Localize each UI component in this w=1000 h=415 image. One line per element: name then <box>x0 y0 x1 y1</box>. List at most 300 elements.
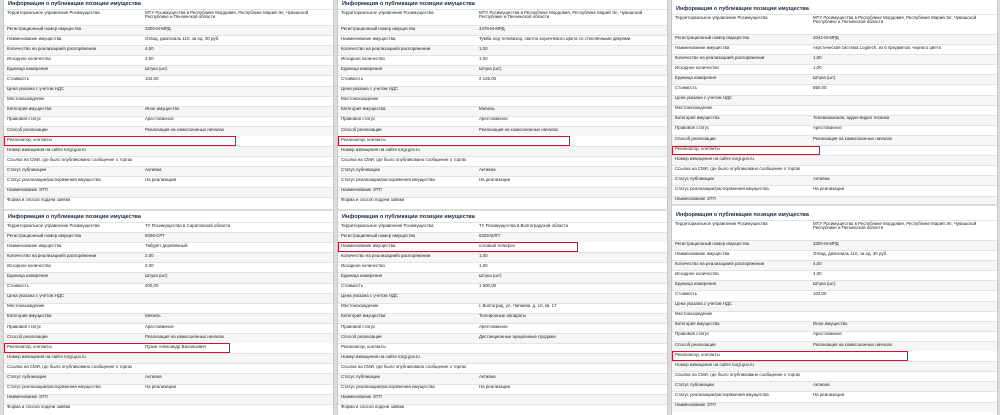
table-row <box>4 394 333 404</box>
table-row <box>672 125 997 135</box>
table-row <box>338 343 667 353</box>
field-label: Исходное количество <box>675 271 719 276</box>
field-label: Категория имущества <box>341 106 386 112</box>
table-row <box>672 34 997 44</box>
table-row <box>672 95 997 105</box>
field-label: Стоимость <box>7 283 29 289</box>
table-row <box>672 301 997 311</box>
field-value <box>479 344 667 353</box>
field-value <box>80 137 236 146</box>
field-label: Наименование ЭТП <box>675 402 716 408</box>
table-row <box>672 321 997 331</box>
field-value: Штука (шт) <box>145 273 168 279</box>
table-row <box>672 240 997 250</box>
table-row <box>338 373 667 383</box>
field-label: Цена указана с учетом НДС <box>341 86 399 92</box>
field-label: Наименование ЭТП <box>341 394 382 400</box>
field-label: Количество на реализации/в распоряжении <box>341 253 431 258</box>
table-row <box>672 14 997 34</box>
field-label: Регистрационный номер имущества <box>675 35 750 40</box>
publication-panel-3 <box>671 0 998 204</box>
field-label: Номер извещения на сайте torgi.gov.ru <box>341 147 420 152</box>
field-label: Количество на реализации/в распоряжении <box>675 261 765 266</box>
field-value <box>479 294 667 303</box>
field-label: Цена указана с учетом НДС <box>7 86 65 92</box>
field-label: Цена указана с учетом НДС <box>675 95 733 101</box>
field-label: Номер извещения на сайте torgi.gov.ru <box>341 354 420 359</box>
field-label: Реализатор, контакты <box>7 137 52 142</box>
field-label: Реализатор, контакты <box>675 352 720 357</box>
field-value <box>479 157 667 166</box>
table-row <box>4 106 333 116</box>
table-row <box>338 65 667 75</box>
table-row <box>338 283 667 293</box>
table-row <box>4 55 333 65</box>
table-row <box>338 55 667 65</box>
table-row <box>672 196 997 205</box>
field-value: 1,00 <box>479 46 488 51</box>
realizer-contacts-row <box>4 343 230 353</box>
table-row <box>338 106 667 116</box>
table-row <box>672 74 997 84</box>
field-value <box>145 364 333 373</box>
table-row <box>338 252 667 262</box>
field-value: 1,00 <box>479 253 488 258</box>
field-label: Способ реализации <box>341 126 382 132</box>
field-label: Территориальное управление Росимущества <box>7 10 100 15</box>
table-row <box>4 363 333 373</box>
field-value <box>479 354 667 363</box>
field-value <box>479 364 667 373</box>
field-value: Реализация на комиссионных началах <box>145 334 225 339</box>
table-row <box>4 303 333 313</box>
table-row <box>4 75 333 85</box>
field-value <box>479 97 667 106</box>
table-row <box>4 293 333 303</box>
field-value: Штука (шт) <box>813 281 836 286</box>
field-label: Ссылка на СМИ, где было опубликовано сообщение о торгах <box>675 372 801 377</box>
table-row <box>672 54 997 64</box>
field-value: 9008-СРТ <box>145 233 165 238</box>
table-row <box>4 232 333 242</box>
field-value: Иное имущество <box>145 106 180 112</box>
field-label: Цена указана с учетом НДС <box>7 293 65 299</box>
field-value <box>479 147 667 156</box>
publication-panel-6 <box>671 206 998 415</box>
table-row <box>338 384 667 394</box>
field-value: Штука (шт) <box>479 66 502 71</box>
panel-title: Информация о публикации позиции имущества <box>8 214 141 220</box>
table-row <box>338 187 667 197</box>
field-label: Категория имущества <box>675 115 720 121</box>
field-value: На реализации <box>479 177 511 182</box>
table-row <box>4 116 333 126</box>
field-value <box>145 405 333 414</box>
field-value: 4,00 <box>145 46 154 51</box>
table-row <box>4 166 333 176</box>
field-label: Реализатор, контакты <box>7 344 52 349</box>
table-row <box>338 9 667 25</box>
field-value <box>479 405 667 414</box>
field-value <box>813 372 997 381</box>
publication-panel-1 <box>3 0 334 209</box>
field-label: Статус реализации/распоряжения имущества <box>7 177 101 182</box>
table-row <box>4 156 333 166</box>
publication-panel-2 <box>337 0 668 209</box>
field-label: Ссылка на СМИ, где было опубликовано сообщение о торгах <box>341 364 467 369</box>
field-value <box>813 96 997 105</box>
field-value: Иное имущество <box>813 321 848 327</box>
field-value: 2,00 <box>145 263 154 268</box>
field-label: Стоимость <box>341 283 363 289</box>
field-value: Активна <box>813 176 830 181</box>
field-value: МТУ Росимущества в Республике Мордовия, Республике Марий Эл, Чувашской Республике и Пензенской области <box>145 10 309 20</box>
field-label: Местонахождение <box>7 96 45 102</box>
table-row <box>4 333 333 343</box>
table-row <box>338 262 667 272</box>
field-value <box>813 312 997 321</box>
table-row <box>672 64 997 74</box>
table-row <box>338 75 667 85</box>
field-value: 400,00 <box>145 283 159 289</box>
field-label: Статус публикации <box>7 374 46 379</box>
table-row <box>338 25 667 35</box>
field-value: Арестованное <box>479 323 508 329</box>
field-value: Реализация на комиссионных началах <box>479 126 559 132</box>
table-row <box>4 86 333 96</box>
field-label: Форма и способ подачи заявки <box>341 404 405 410</box>
field-value: Отвод, диагональ 110, за ед. 30 руб. <box>145 36 220 41</box>
field-value: Реализация на комиссионных началах <box>813 341 893 347</box>
field-label: Регистрационный номер имущества <box>341 26 416 31</box>
table-row <box>4 283 333 293</box>
field-label: Местонахождение <box>341 96 379 102</box>
table-row <box>338 323 667 333</box>
field-label: Местонахождение <box>675 311 713 317</box>
field-value: МТУ Росимущества в Республике Мордовия, Республике Марий Эл, Чувашской Республике и Пензенской области <box>813 221 977 231</box>
panel-title: Информация о публикации позиции имущества <box>8 1 141 7</box>
field-label: Регистрационный номер имущества <box>675 241 750 246</box>
field-label: Способ реализации <box>341 334 382 339</box>
realizer-contacts-row <box>672 351 908 361</box>
panel-title: Информация о публикации позиции имущества <box>342 214 475 220</box>
panel-title: Информация о публикации позиции имущества <box>676 212 809 218</box>
field-value <box>748 352 908 361</box>
table-row <box>338 333 667 343</box>
field-label: Реализатор, контакты <box>672 146 820 155</box>
table-row <box>672 105 997 115</box>
field-label: Способ реализации <box>675 135 716 141</box>
field-value: Арестованное <box>145 323 174 329</box>
field-value: МТУ Росимущества в Республике Мордовия, Республике Марий Эл, Чувашской Республике и Пензенской области <box>813 15 977 25</box>
table-row <box>4 252 333 262</box>
table-row <box>338 272 667 282</box>
field-value <box>145 354 333 363</box>
field-label: Количество на реализации/в распоряжении <box>7 46 97 51</box>
table-row <box>4 176 333 186</box>
field-value: Активна <box>813 382 830 387</box>
realizer-contacts-row <box>4 136 236 146</box>
field-value: На реализации <box>479 384 511 390</box>
field-label: Статус реализации/распоряжения имущества <box>341 384 435 390</box>
field-label: Ссылка на СМИ, где было опубликовано сообщение о торгах <box>341 157 467 162</box>
table-row <box>4 272 333 282</box>
field-label: Территориальное управление Росимущества <box>675 15 768 20</box>
table-row <box>338 35 667 45</box>
table-row <box>4 262 333 272</box>
field-label: Единица измерения <box>341 273 383 279</box>
field-label: Стоимость <box>7 76 29 82</box>
publication-panel-4 <box>3 211 334 415</box>
field-label: Наименование имущества <box>675 251 730 256</box>
field-value <box>479 395 667 404</box>
field-value <box>813 156 997 165</box>
field-value <box>145 304 333 313</box>
table-row <box>672 250 997 260</box>
field-value <box>145 198 333 207</box>
table-row <box>338 404 667 414</box>
field-value <box>813 197 997 205</box>
table-row <box>338 394 667 404</box>
table-row <box>338 116 667 126</box>
field-label: Регистрационный номер имущества <box>7 233 82 238</box>
table-row <box>338 156 667 166</box>
field-label: Правовой статус <box>675 125 710 131</box>
table-row <box>4 373 333 383</box>
field-label: Цена указана с учетом НДС <box>675 301 733 307</box>
table-row <box>4 323 333 333</box>
table-row <box>4 25 333 35</box>
table-row <box>672 391 997 401</box>
field-value: Дистанционные аукционные продажи <box>479 334 556 339</box>
field-label: Категория имущества <box>7 106 52 112</box>
table-row <box>4 384 333 394</box>
field-value: 1 500,00 <box>479 283 497 289</box>
field-label: Наименование ЭТП <box>7 187 48 193</box>
field-value: Арестованное <box>813 331 842 337</box>
field-value: Штука (шт) <box>813 75 836 80</box>
table-row <box>672 135 997 145</box>
field-label: Единица измерения <box>341 66 383 71</box>
field-value <box>813 302 997 311</box>
field-value: 1,00 <box>813 65 822 70</box>
field-label: Наименование имущества <box>341 36 396 41</box>
field-label: Наименование имущества <box>675 45 730 50</box>
field-label: Правовой статус <box>341 116 376 122</box>
field-label: Количество на реализации/в распоряжении <box>7 253 97 258</box>
field-label: Категория имущества <box>341 313 386 319</box>
table-row <box>4 222 333 232</box>
field-value: 6328-ВЛГГ <box>479 233 501 238</box>
field-value: г. Волгоград, ул. Чапаева, д. 10, кв. 17 <box>479 303 557 309</box>
field-label: Стоимость <box>675 85 697 91</box>
field-value: На реализации <box>145 177 177 182</box>
field-value: 1,00 <box>479 56 488 61</box>
panel-title: Информация о публикации позиции имущества <box>676 6 809 12</box>
table-row <box>672 220 997 240</box>
table-row <box>672 381 997 391</box>
field-label: Количество на реализации/в распоряжении <box>341 46 431 51</box>
field-value: Штука (шт) <box>145 66 168 71</box>
field-label: Исходное количество <box>675 65 719 70</box>
field-value: 3478-М-МРД <box>479 26 505 31</box>
table-row <box>672 341 997 351</box>
field-label: Территориальное управление Росимущества <box>675 221 768 226</box>
field-value: Отвод, диагональ 110, за ед. 30 руб. <box>813 251 888 256</box>
field-value: Активна <box>479 167 496 172</box>
field-value: На реализации <box>813 392 845 397</box>
field-label: Местонахождение <box>7 303 45 309</box>
table-row <box>672 185 997 195</box>
field-value: 1,00 <box>479 263 488 268</box>
field-label: Цена указана с учетом НДС <box>341 293 399 299</box>
table-row <box>4 96 333 106</box>
field-label: Наименование ЭТП <box>675 196 716 202</box>
publication-panel-5 <box>337 211 668 415</box>
field-value <box>479 87 667 96</box>
table-row <box>672 270 997 280</box>
field-value: 4,00 <box>813 261 822 266</box>
field-label: Территориальное управление Росимущества <box>341 223 434 228</box>
field-value: 3300-М-МРД <box>813 241 839 246</box>
table-row <box>4 404 333 414</box>
field-label: Статус публикации <box>675 176 714 181</box>
field-label: Реализатор, контакты <box>341 137 386 142</box>
field-value <box>145 87 333 96</box>
table-row <box>672 331 997 341</box>
field-value: Арестованное <box>479 116 508 122</box>
field-label: Форма и способ подачи заявки <box>341 197 405 203</box>
table-row <box>672 155 997 165</box>
field-value <box>820 146 997 155</box>
table-row <box>338 45 667 55</box>
field-value: Штука (шт) <box>479 273 502 279</box>
table-row <box>4 35 333 45</box>
table-row <box>4 126 333 136</box>
field-value <box>145 157 333 166</box>
field-value: Пузин Александр Васильевич <box>145 344 207 349</box>
table-row <box>672 280 997 290</box>
field-label: Статус реализации/распоряжения имущества <box>7 384 101 390</box>
table-row <box>4 353 333 363</box>
table-row <box>338 96 667 106</box>
field-value: 3300-М-МРД <box>145 26 171 31</box>
field-label: Стоимость <box>341 76 363 82</box>
field-value <box>414 137 570 146</box>
field-label: Наименование имущества <box>7 243 62 248</box>
field-label: Номер извещения на сайте torgi.gov.ru <box>675 156 754 161</box>
field-label: Статус публикации <box>7 167 46 172</box>
field-value: 850,00 <box>813 85 827 91</box>
table-row <box>338 313 667 323</box>
table-row <box>4 242 333 252</box>
field-label: Исходное количество <box>7 56 51 61</box>
field-label: Статус публикации <box>341 374 380 379</box>
field-label: Ссылка на СМИ, где было опубликовано сообщение о торгах <box>675 166 801 171</box>
table-row <box>672 165 997 175</box>
table-row <box>672 175 997 185</box>
field-label: Номер извещения на сайте torgi.gov.ru <box>7 147 86 152</box>
field-label: Правовой статус <box>7 323 42 329</box>
field-value <box>145 294 333 303</box>
field-label: Местонахождение <box>675 105 713 111</box>
field-label: Местонахождение <box>341 303 379 309</box>
table-row <box>4 65 333 75</box>
field-value: Телефонные аппараты <box>479 313 527 319</box>
field-label: Исходное количество <box>341 56 385 61</box>
field-value: Акустическая система Logitech, из 6 предметов, черного цвета <box>813 45 941 50</box>
table-row <box>338 166 667 176</box>
field-value: Реализация на комиссионных началах <box>813 135 893 141</box>
field-value: Арестованное <box>813 125 842 131</box>
table-row <box>338 303 667 313</box>
table-row <box>4 187 333 197</box>
field-value <box>813 362 997 371</box>
table-row <box>672 311 997 321</box>
field-label: Единица измерения <box>7 66 49 71</box>
field-label: Форма и способ подачи заявки <box>7 197 71 203</box>
table-row <box>4 45 333 55</box>
table-row <box>4 313 333 323</box>
field-label: Номер извещения на сайте torgi.gov.ru <box>675 362 754 367</box>
field-label: Категория имущества <box>675 321 720 327</box>
field-value <box>145 97 333 106</box>
field-value: Активна <box>479 374 496 379</box>
field-value: 1,00 <box>813 55 822 60</box>
table-row <box>672 44 997 54</box>
field-value: Активна <box>145 167 162 172</box>
table-row <box>4 9 333 25</box>
field-value: На реализации <box>813 186 845 191</box>
field-label: Наименование имущества <box>341 243 396 248</box>
field-label: Наименование имущества <box>7 36 62 41</box>
field-value <box>145 147 333 156</box>
table-row <box>4 197 333 207</box>
field-label: Реализатор, контакты <box>341 344 386 349</box>
field-value: Мебель <box>145 313 161 319</box>
field-value: 102,00 <box>145 76 159 82</box>
field-value <box>145 188 333 197</box>
field-label: Статус публикации <box>675 382 714 387</box>
field-label: Статус реализации/распоряжения имущества <box>341 177 435 182</box>
field-label: Количество на реализации/в распоряжении <box>675 55 765 60</box>
field-label: Правовой статус <box>341 323 376 329</box>
field-label: Правовой статус <box>675 331 710 337</box>
table-row <box>338 293 667 303</box>
table-row <box>672 361 997 371</box>
table-row <box>338 126 667 136</box>
panel-title: Информация о публикации позиции имущества <box>342 1 475 7</box>
field-label: Территориальное управление Росимущества <box>7 223 100 228</box>
table-row <box>338 86 667 96</box>
field-value <box>145 395 333 404</box>
table-row <box>672 84 997 94</box>
field-label: Ссылка на СМИ, где было опубликовано сообщение о торгах <box>7 157 133 162</box>
field-value: Арестованное <box>145 116 174 122</box>
field-value: 102,00 <box>813 291 827 297</box>
table-row <box>338 197 667 207</box>
field-value: ТУ Росимущества в Саратовской области <box>145 223 231 228</box>
table-row <box>672 371 997 381</box>
field-label: Способ реализации <box>7 126 48 132</box>
item-name-row <box>338 242 578 252</box>
table-row <box>338 222 667 232</box>
field-value <box>813 166 997 175</box>
field-label: Способ реализации <box>675 341 716 347</box>
table-row <box>4 146 333 156</box>
field-label: Территориальное управление Росимущества <box>341 10 434 15</box>
field-label: Исходное количество <box>341 263 385 268</box>
